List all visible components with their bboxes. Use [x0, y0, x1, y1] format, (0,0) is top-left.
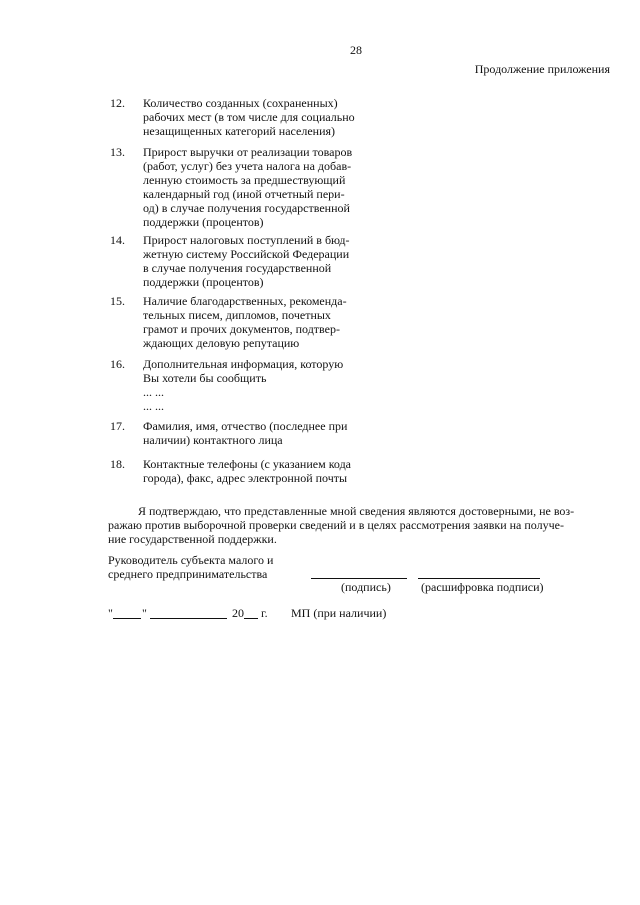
- item-line: рабочих мест (в том числе для социально: [143, 110, 355, 124]
- item-line: тельных писем, дипломов, почетных: [143, 308, 331, 322]
- item-number: 18.: [110, 457, 125, 471]
- date-quote-open: ": [108, 606, 113, 620]
- item-line: Вы хотели бы сообщить: [143, 371, 267, 385]
- paragraph-line: Я подтверждаю, что представленные мной сведения являются достоверными, не воз-: [138, 504, 575, 518]
- item-line: города), факс, адрес электронной почты: [143, 471, 348, 485]
- confirmation-paragraph: [108, 504, 611, 546]
- date-year-suffix: г.: [261, 606, 268, 620]
- date-year-line[interactable]: [244, 618, 258, 619]
- date-quote-close: ": [142, 606, 147, 620]
- item-line: поддержки (процентов): [143, 275, 264, 289]
- signer-role-line: Руководитель субъекта малого и: [108, 553, 274, 567]
- item-line: календарный год (иной отчетный пери-: [143, 187, 345, 201]
- item-line: наличии) контактного лица: [143, 433, 283, 447]
- item-text: [143, 357, 343, 413]
- date-year-prefix: 20: [232, 606, 244, 620]
- item-line: Прирост налоговых поступлений в бюд-: [143, 233, 350, 247]
- item-line: незащищенных категорий населения): [143, 124, 336, 138]
- item-line: жетную систему Российской Федерации: [143, 247, 350, 261]
- item-number: 15.: [110, 294, 125, 308]
- item-line: поддержки (процентов): [143, 215, 264, 229]
- continuation-label: Продолжение приложения: [474, 62, 610, 76]
- signer-role: [108, 553, 273, 581]
- item-line: Контактные телефоны (с указанием кода: [143, 457, 351, 471]
- item-line: Прирост выручки от реализации товаров: [143, 145, 353, 159]
- item-line: Количество созданных (сохраненных): [143, 96, 338, 110]
- item-line: ждающих деловую репутацию: [143, 336, 300, 350]
- item-line: ... ...: [143, 385, 164, 399]
- item-line: Фамилия, имя, отчество (последнее при: [143, 419, 348, 433]
- item-text: [143, 457, 351, 485]
- item-text: [143, 145, 352, 229]
- item-text: [143, 419, 347, 447]
- signature-line[interactable]: [311, 578, 407, 579]
- item-line: ленную стоимость за предшествующий: [143, 173, 346, 187]
- paragraph-line: ние государственной поддержки.: [108, 532, 277, 546]
- item-text: [143, 294, 347, 350]
- item-number: 16.: [110, 357, 125, 371]
- stamp-label: МП (при наличии): [291, 606, 387, 620]
- item-text: [143, 96, 355, 138]
- item-number: 12.: [110, 96, 125, 110]
- item-number: 14.: [110, 233, 125, 247]
- signature-caption: (подпись): [341, 580, 391, 594]
- signer-role-line: среднего предпринимательства: [108, 567, 268, 581]
- item-line: ... ...: [143, 399, 164, 413]
- item-line: (работ, услуг) без учета налога на добав-: [143, 159, 352, 173]
- item-line: од) в случае получения государственной: [143, 201, 350, 215]
- paragraph-line: ражаю против выборочной проверки сведений и в целях рассмотрения заявки на получе-: [108, 518, 564, 532]
- date-day-line[interactable]: [113, 618, 141, 619]
- item-number: 13.: [110, 145, 125, 159]
- item-line: Наличие благодарственных, рекоменда-: [143, 294, 347, 308]
- date-month-line[interactable]: [150, 618, 227, 619]
- item-line: грамот и прочих документов, подтвер-: [143, 322, 340, 336]
- page-number: 28: [350, 43, 362, 57]
- item-number: 17.: [110, 419, 125, 433]
- item-line: в случае получения государственной: [143, 261, 332, 275]
- signature-decoding-line[interactable]: [418, 578, 540, 579]
- item-text: [143, 233, 350, 289]
- item-line: Дополнительная информация, которую: [143, 357, 344, 371]
- signature-decoding-caption: (расшифровка подписи): [421, 580, 544, 594]
